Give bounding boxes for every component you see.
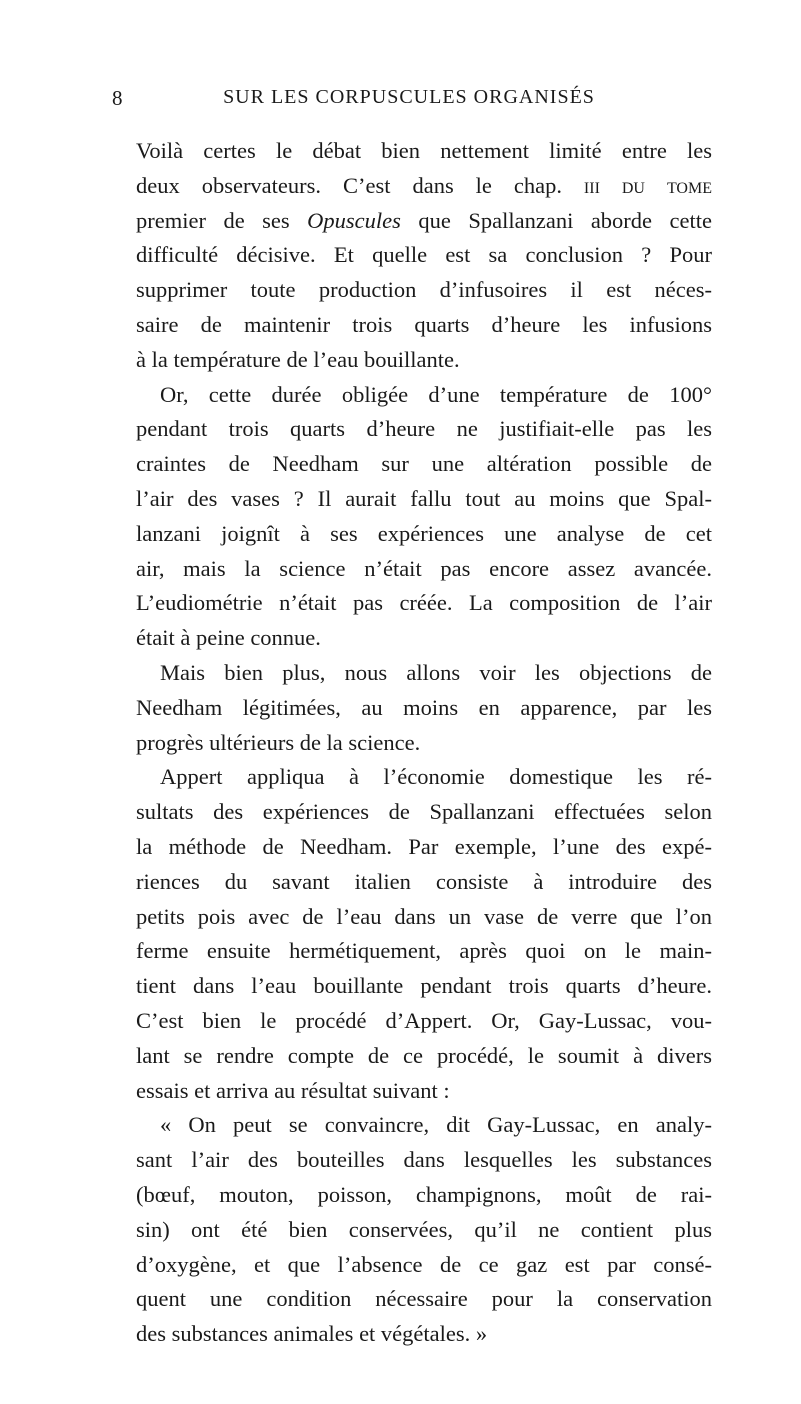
text-line: Mais bien plus, nous allons voir les objections de <box>160 659 712 685</box>
text-line: premier de ses Opuscules que Spallanzani aborde cette <box>136 207 712 233</box>
text-line: Appert appliqua à l’économie domestique les ré- <box>160 764 712 790</box>
text-line: progrès ultérieurs de la science. <box>136 729 421 755</box>
text-line: d’oxygène, et que l’absence de ce gaz est par consé- <box>136 1251 712 1277</box>
text-line: pendant trois quarts d’heure ne justifiait-elle pas les <box>136 416 712 442</box>
text-line: la méthode de Needham. Par exemple, l’une des expé- <box>136 833 712 859</box>
text-line: Voilà certes le débat bien nettement limité entre les <box>136 138 712 163</box>
text-line: sant l’air des bouteilles dans lesquelles les substances <box>136 1147 712 1173</box>
text-line: (bœuf, mouton, poisson, champignons, moût de rai- <box>136 1181 712 1207</box>
text-line: craintes de Needham sur une altération possible de <box>136 451 712 477</box>
text-line: Or, cette durée obligée d’une température de 100° <box>160 381 712 407</box>
text-line: supprimer toute production d’infusoires il est néces- <box>136 277 712 303</box>
text-line: « On peut se convaincre, dit Gay-Lussac, en analy- <box>160 1112 712 1138</box>
text-line: tient dans l’eau bouillante pendant trois quarts d’heure. <box>136 973 712 999</box>
text-line: lant se rendre compte de ce procédé, le soumit à divers <box>136 1042 712 1068</box>
text-line: L’eudiométrie n’était pas créée. La composition de l’air <box>136 590 712 616</box>
text-line: était à peine connue. <box>136 625 321 651</box>
text-line: ferme ensuite hermétiquement, après quoi on le main- <box>136 938 712 964</box>
text-line: sin) ont été bien conservées, qu’il ne contient plus <box>136 1216 712 1242</box>
text-line: l’air des vases ? Il aurait fallu tout au moins que Spal- <box>136 485 712 511</box>
text-line: air, mais la science n’était pas encore assez avancée. <box>136 555 712 581</box>
running-title: SUR LES CORPUSCULES ORGANISÉS <box>223 86 595 108</box>
text-line: des substances animales et végétales. » <box>136 1321 488 1347</box>
text-line: quent une condition nécessaire pour la conservation <box>136 1286 712 1312</box>
text-line: riences du savant italien consiste à introduire des <box>136 868 712 894</box>
text-line: sultats des expériences de Spallanzani effectuées selon <box>136 799 712 825</box>
text-line: Needham légitimées, au moins en apparence, par les <box>136 694 712 720</box>
text-line: petits pois avec de l’eau dans un vase de verre que l’on <box>136 903 712 929</box>
text-line: C’est bien le procédé d’Appert. Or, Gay-Lussac, vou- <box>136 1007 712 1033</box>
page-header <box>112 86 706 116</box>
italic-title: Opuscules <box>307 207 401 233</box>
body-text <box>136 134 712 1352</box>
text-line: à la température de l’eau bouillante. <box>136 346 460 372</box>
text-line: deux observateurs. C’est dans le chap. iii du tome <box>136 172 712 198</box>
text-line: saire de maintenir trois quarts d’heure les infusions <box>136 311 712 337</box>
text-line: essais et arriva au résultat suivant : <box>136 1077 450 1103</box>
text-line: lanzani joignît à ses expériences une analyse de cet <box>136 520 712 546</box>
page-number: 8 <box>112 86 123 110</box>
text-line: difficulté décisive. Et quelle est sa conclusion ? Pour <box>136 242 712 268</box>
